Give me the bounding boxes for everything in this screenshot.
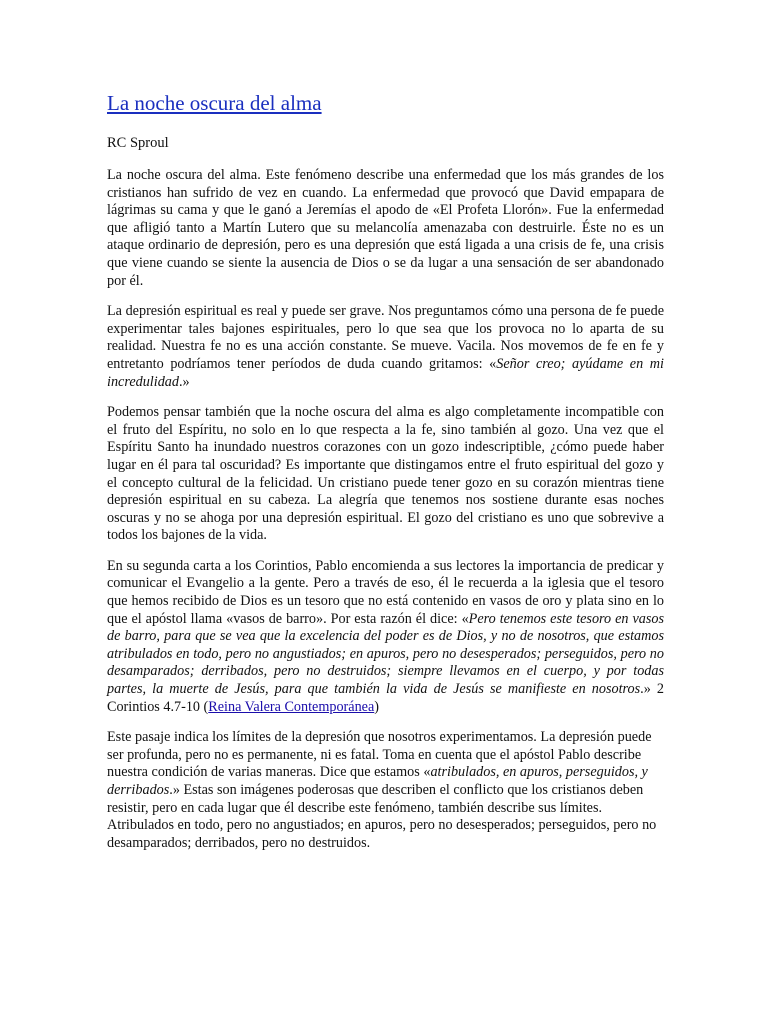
paragraph-4-quote: Pero tenemos este tesoro en vasos de barro, para que se vea que la excelencia del poder es de Dios, y no de nosotros, que estamos atribulados en todo, pero no angustiados; en apuros, pero no desesperados; perseguidos, pero no desamparados; derribados, pero no destruidos; siempre llevamos en el cuerpo, y por todas partes, la muerte de Jesús, para que también la vida de Jesús se manifieste en nosotros [107, 610, 664, 698]
title-link[interactable]: La noche oscura del alma [107, 91, 322, 115]
paragraph-5-quote: atribulados, en apuros, perseguidos, y derribados [107, 764, 648, 798]
article-title [107, 89, 664, 117]
paragraph-1: La noche oscura del alma. Este fenómeno describe una enfermedad que los más grandes de los cristianos han sufrido de vez en cuando. La enfermedad que provocó que David empapara de lágrimas su cama y que le ganó a Jeremías el apodo de «El Profeta Llorón». Fue la enfermedad que afligió tanto a Martín Lutero que su melancolía amenazaba con destruirle. Éste no es un ataque ordinario de depresión, pero es una depresión que está ligada a una crisis de fe, una crisis que viene cuando se siente la ausencia de Dios o se da lugar a una sensación de ser abandonado por él. [107, 167, 664, 289]
paragraph-2 [107, 303, 664, 391]
paragraph-5 [107, 729, 664, 852]
paragraph-4-reference: .» 2 Corintios 4.7-10 ( [107, 681, 664, 715]
paragraph-4-close: ) [374, 698, 379, 715]
paragraph-2-quote: Señor creo; ayúdame en mi incredulidad [107, 355, 664, 390]
paragraph-4 [107, 558, 664, 716]
paragraph-3: Podemos pensar también que la noche oscura del alma es algo completamente incompatible con el fruto del Espíritu, no solo en lo que respecta a la fe, sino también al gozo. Una vez que el Espíritu Santo ha inundado nuestros corazones con un gozo indescriptible, ¿cómo puede haber lugar en él para tal oscuridad? Es importante que distingamos entre el fruto espiritual del gozo y el concepto cultural de la felicidad. Un cristiano puede tener gozo en su corazón mientras tiene depresión espiritual en su cabeza. La alegría que tenemos nos sostiene durante esas noches oscuras y no se ahoga por una depresión espiritual. El gozo del cristiano es uno que sobrevive a todos los bajones de la vida. [107, 404, 664, 544]
paragraph-5-rest: .» Estas son imágenes poderosas que describen el conflicto que los cristianos deben resistir, pero en cada lugar que él describe este fenómeno, también describe sus límites. Atribulados en todo, pero no angustiados; en apuros, pero no desesperados; perseguidos, pero no desamparados; derribados, pero no destruidos. [107, 782, 657, 851]
bible-version-link[interactable]: Reina Valera Contemporánea [208, 698, 375, 715]
paragraph-2-end: .» [178, 373, 190, 390]
paragraph-4-text: En su segunda carta a los Corintios, Pablo encomienda a sus lectores la importancia de predicar y comunicar el Evangelio a la gente. Pero a través de eso, él le recuerda a la iglesia que el tesoro que hemos recibido de Dios es un tesoro que no está contenido en vasos de oro y plata sino en lo que el apóstol llama «vasos de barro». Por esta razón él dice: « [107, 557, 664, 627]
paragraph-5-text: Este pasaje indica los límites de la depresión que nosotros experimentamos. La depresión puede ser profunda, pero no es permanente, ni es fatal. Toma en cuenta que el apóstol Pablo describe nuestra condición de varias maneras. Dice que estamos « [107, 729, 652, 781]
author-name: RC Sproul [107, 135, 169, 151]
paragraph-2-text: La depresión espiritual es real y puede ser grave. Nos preguntamos cómo una persona de fe puede experimentar tales bajones espirituales, pero lo que sea que los provoca no lo aparta de su realidad. Nuestra fe no es una acción constante. Se mueve. Vacila. Nos movemos de fe en fe y entretanto podríamos tener períodos de duda cuando gritamos: « [107, 303, 664, 372]
